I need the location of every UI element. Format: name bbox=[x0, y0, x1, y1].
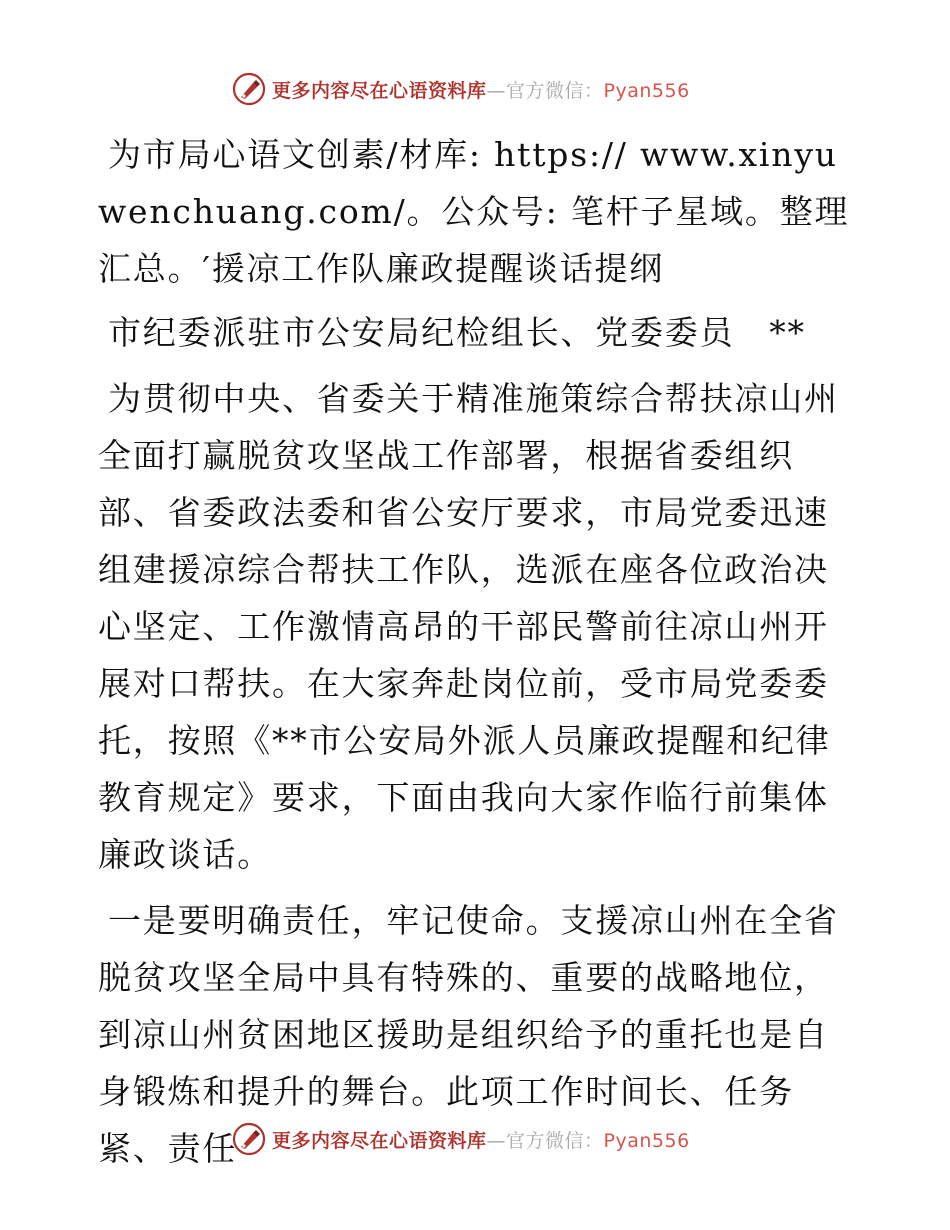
intro-paragraph: 为市局心语文创素/材库: https:// www.xinyuwenchuang.com/。公众号: 笔杆子星域。整理汇总。′援凉工作队廉政提醒谈话提纲 bbox=[98, 135, 850, 288]
watermark-dash: — bbox=[486, 80, 507, 102]
watermark-dash: — bbox=[486, 1130, 507, 1152]
pen-nib-logo-icon bbox=[232, 72, 266, 106]
watermark-text bbox=[272, 1126, 690, 1153]
header-watermark-banner bbox=[0, 70, 950, 110]
pen-nib-logo-icon bbox=[232, 1122, 266, 1156]
watermark-text bbox=[272, 76, 690, 103]
document-body bbox=[98, 126, 858, 1177]
watermark-wechat-id: Pyan556 bbox=[603, 1130, 690, 1152]
watermark-brand: 更多内容尽在心语资料库 bbox=[272, 1130, 487, 1152]
watermark-official-label: 官方微信： bbox=[506, 1130, 604, 1152]
watermark-brand: 更多内容尽在心语资料库 bbox=[272, 80, 487, 102]
footer-watermark-banner bbox=[0, 1120, 950, 1160]
body-paragraph-2: 一是要明确责任，牢记使命。支援凉山州在全省脱贫攻坚全局中具有特殊的、重要的战略地位，到凉山州贫困地区援助是组织给予的重托也是自身锻炼和提升的舞台。此项工作时间长、任务紧、责任 bbox=[98, 901, 839, 1168]
watermark-wechat-id: Pyan556 bbox=[603, 80, 690, 102]
author-line: 市纪委派驻市公安局纪检组长、党委委员 ** bbox=[108, 313, 806, 352]
body-paragraph-1: 为贯彻中央、省委关于精准施策综合帮扶凉山州全面打赢脱贫攻坚战工作部署，根据省委组织部、省委政法委和省公安厅要求，市局党委迅速组建援凉综合帮扶工作队，选派在座各位政治决心坚定、工作激情高昂的干部民警前往凉山州开展对口帮扶。在大家奔赴岗位前，受市局党委委托，按照《**市公安局外派人员廉政提醒和纪律教育规定》要求，下面由我向大家作临行前集体廉政谈话。 bbox=[98, 379, 839, 874]
watermark-official-label: 官方微信： bbox=[506, 80, 604, 102]
